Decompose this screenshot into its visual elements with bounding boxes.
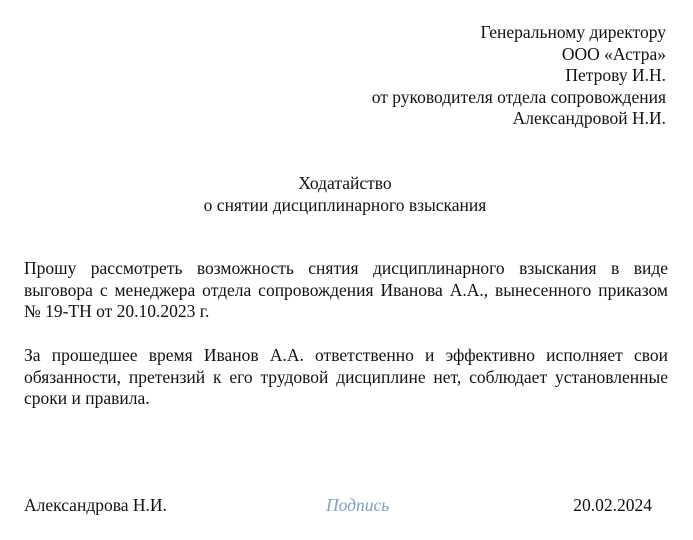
addressee-block [372,22,666,130]
signer-name: Александрова Н.И. [24,495,167,515]
document-title-main: Ходатайство [298,173,392,193]
signature-row [24,494,652,516]
sender-line-name: Александровой Н.И. [512,108,666,129]
body-paragraph-request: Прошу рассмотреть возможность снятия дисциплинарного взыскания в виде выговора с менеджера отдела сопровождения Иванова А.А., вынесенного приказом № 19-ТН от 20.10.2023 г. [24,258,668,322]
document-title-sub: о снятии дисциплинарного взыскания [203,194,487,215]
signature-placeholder: Подпись [326,495,390,515]
addressee-line-name: Петрову И.Н. [565,65,666,86]
addressee-line-position: Генеральному директору [480,22,666,42]
sender-line-position: от руководителя отдела сопровождения [371,86,666,107]
body-paragraph-justification: За прошедшее время Иванов А.А. ответственно и эффективно исполняет свои обязанности, претензий к его трудовой дисциплине нет, соблюдает установленные сроки и правила. [24,345,668,409]
document-date: 20.02.2024 [573,495,652,515]
document-title [0,173,690,216]
addressee-line-company: ООО «Астра» [561,43,666,64]
